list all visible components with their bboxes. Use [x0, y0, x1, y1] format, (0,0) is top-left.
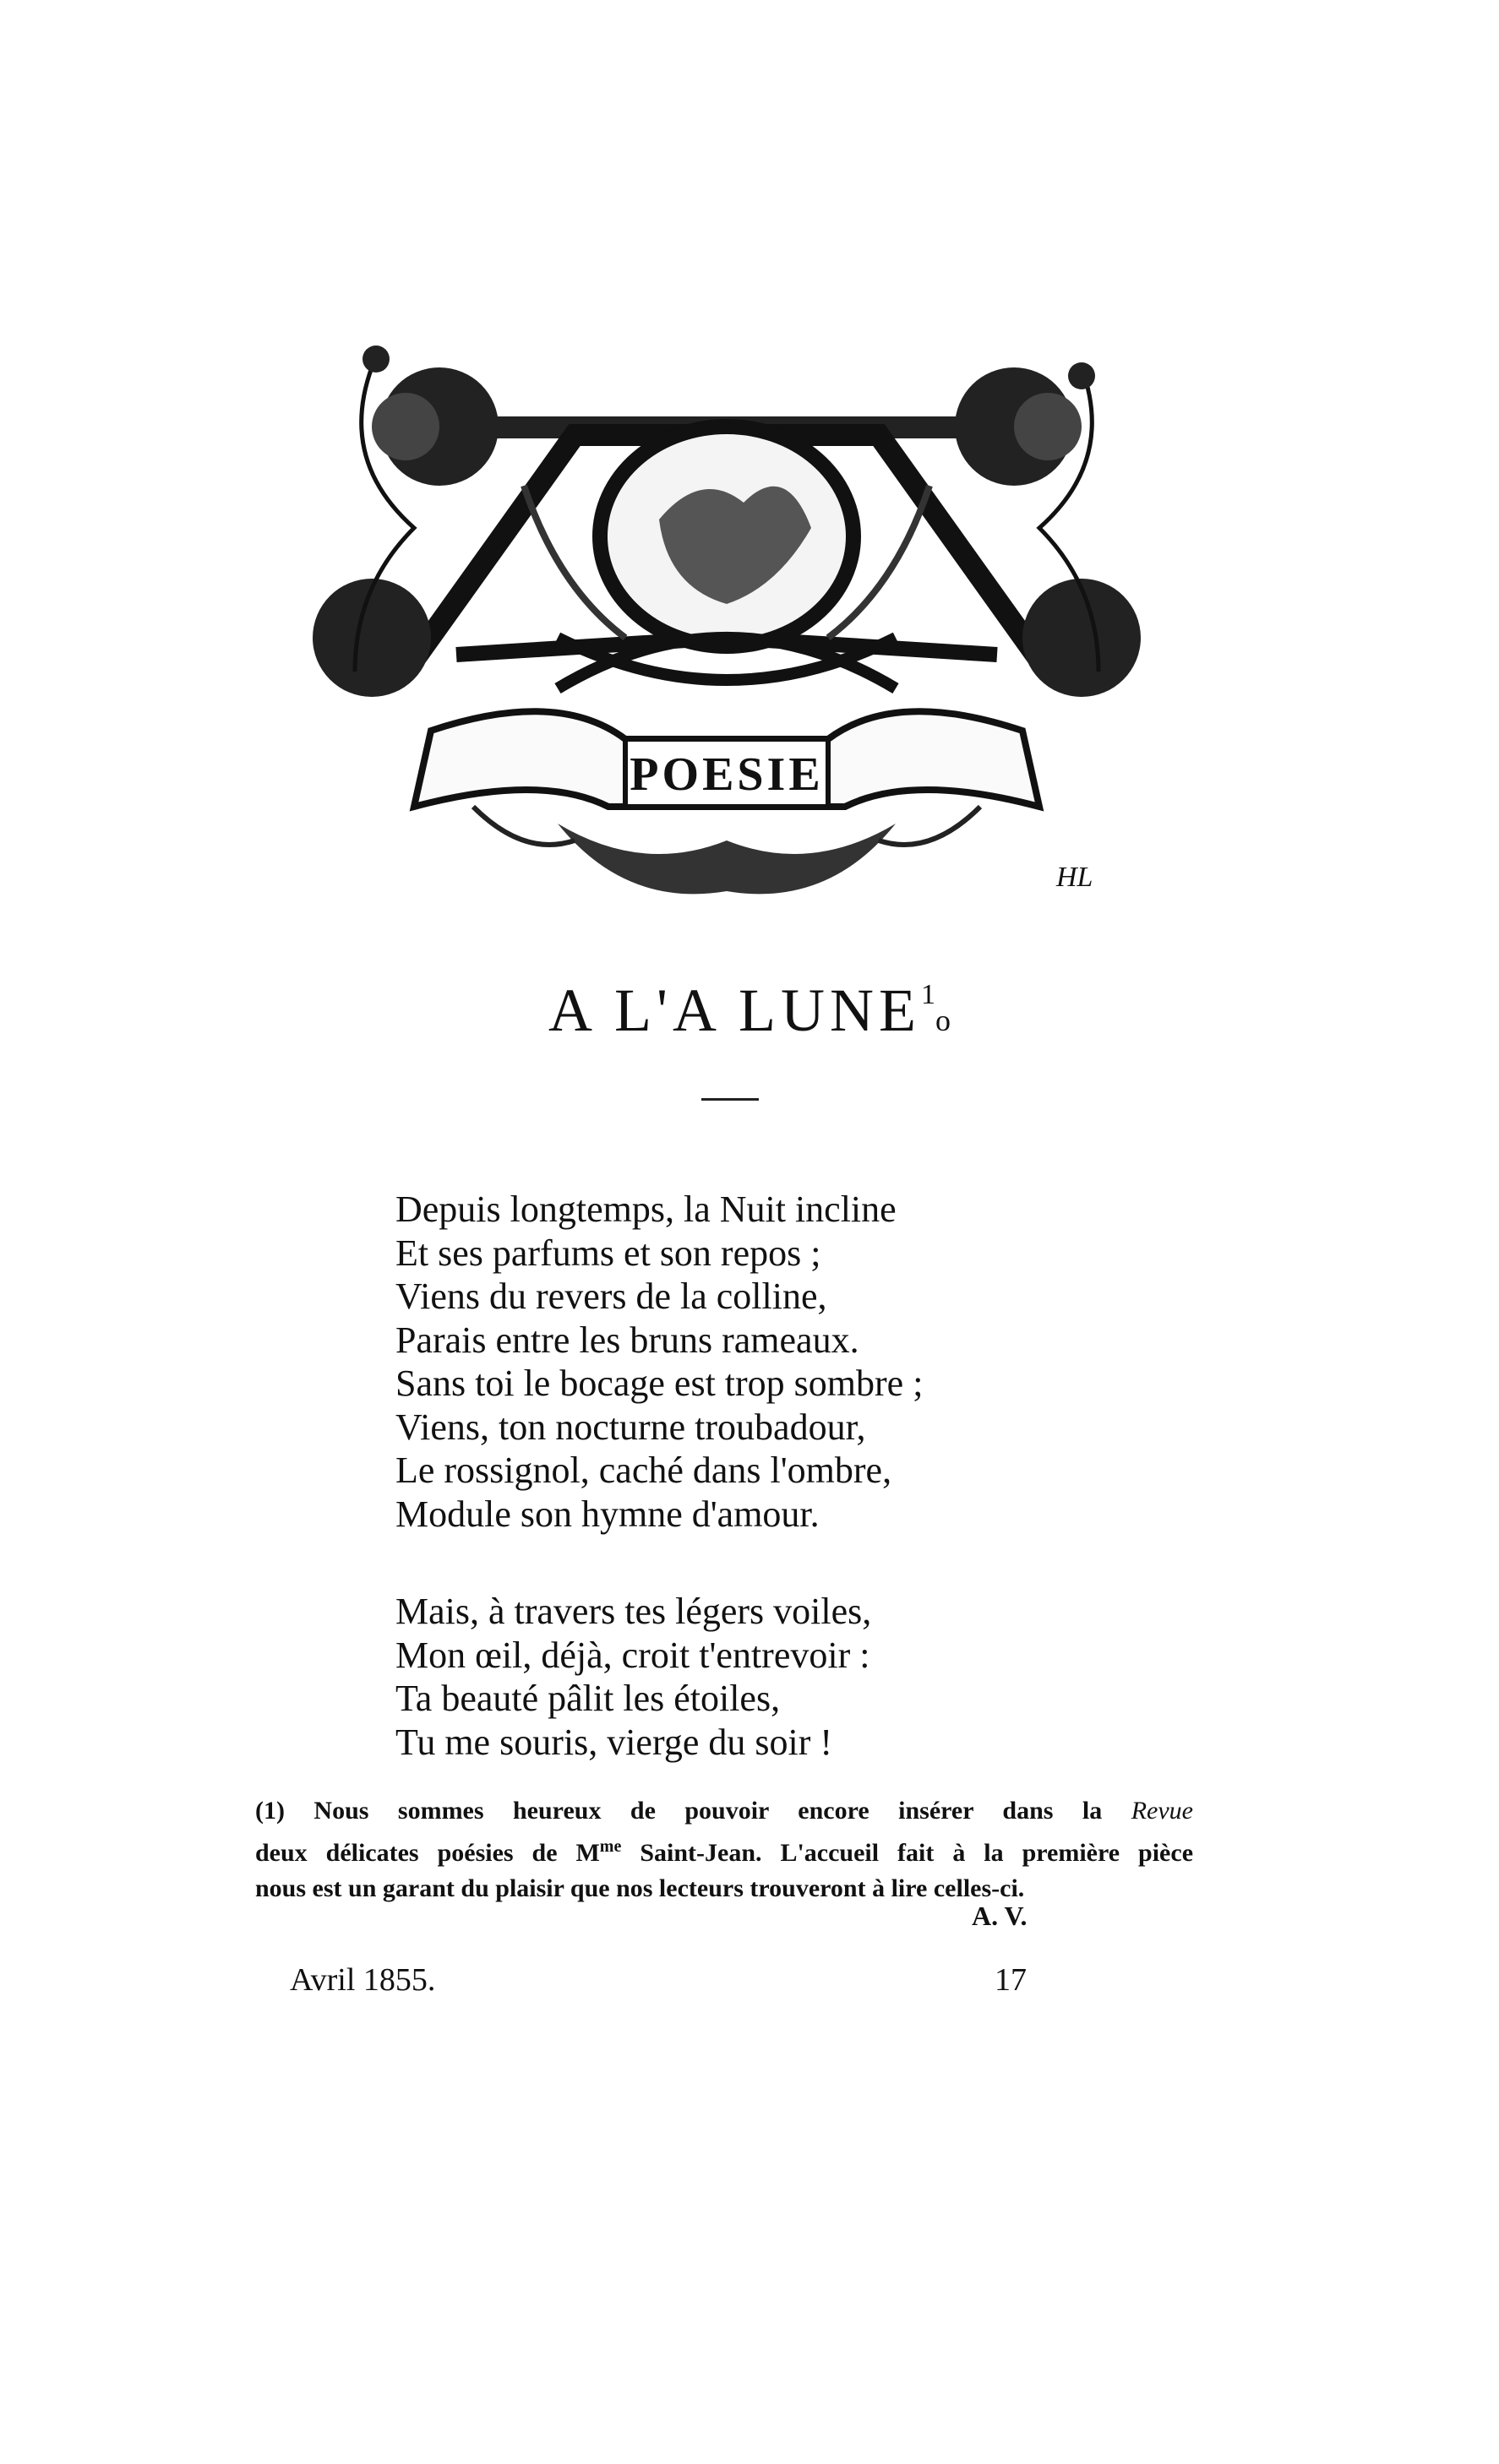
poem-stanza-2 [395, 1590, 871, 1764]
page-number: 17 [995, 1962, 1027, 1998]
poem-line: Ta beauté pâlit les étoiles, [395, 1678, 781, 1719]
footnote-line-2: deux délicates poésies de $M^{me}$ Saint-Jean. L'accueil fait à la première pièce [255, 1837, 1194, 1867]
title-trailing-mark: o [935, 1004, 951, 1037]
footnote-line-1: (1) Nous sommes heureux de pouvoir encore insérer dans la Revue [255, 1797, 1193, 1825]
title-text: A L'A LUNE [548, 976, 921, 1044]
banner-text: POESIE [630, 748, 824, 801]
vignette-illustration [304, 334, 1149, 942]
footnote [255, 1793, 1193, 1906]
poem-line: Viens, ton nocturne troubadour, [395, 1406, 866, 1448]
issue-date: Avril 1855. [290, 1962, 436, 1998]
foliage-right [1022, 579, 1141, 697]
poem-line: Viens du revers de la colline, [395, 1276, 827, 1317]
acanthus-leaves [558, 824, 896, 894]
foliage-left [313, 579, 431, 697]
poem-line: Le rossignol, caché dans l'ombre, [395, 1450, 892, 1491]
poem-line: Sans toi le bocage est trop sombre ; [395, 1363, 924, 1404]
footnote-superscript: me [599, 1837, 622, 1856]
footnote-italic-word: Revue [1131, 1797, 1193, 1825]
page-title [0, 976, 1499, 1044]
title-footnote-mark: 1 [920, 979, 935, 1010]
poem-line: Et ses parfums et son repos ; [395, 1232, 821, 1274]
vignette-engraving [304, 334, 1149, 942]
poem-line: Mon œil, déjà, croit t'entrevoir : [395, 1634, 870, 1676]
footnote-line-3: nous est un garant du plaisir que nos lecteurs trouveront à lire celles-ci. [255, 1874, 1025, 1902]
footnote-signature: A. V. [972, 1901, 1027, 1931]
poem-stanza-1 [395, 1188, 923, 1536]
poem-line: Depuis longtemps, la Nuit incline [395, 1188, 897, 1230]
engraver-monogram: HL [1056, 862, 1093, 893]
poem-line: Module son hymne d'amour. [395, 1493, 820, 1535]
title-divider [701, 1098, 759, 1101]
poem-line: Parais entre les bruns rameaux. [395, 1319, 859, 1361]
poem-line: Tu me souris, vierge du soir ! [395, 1721, 832, 1763]
poem-line: Mais, à travers tes légers voiles, [395, 1591, 872, 1632]
